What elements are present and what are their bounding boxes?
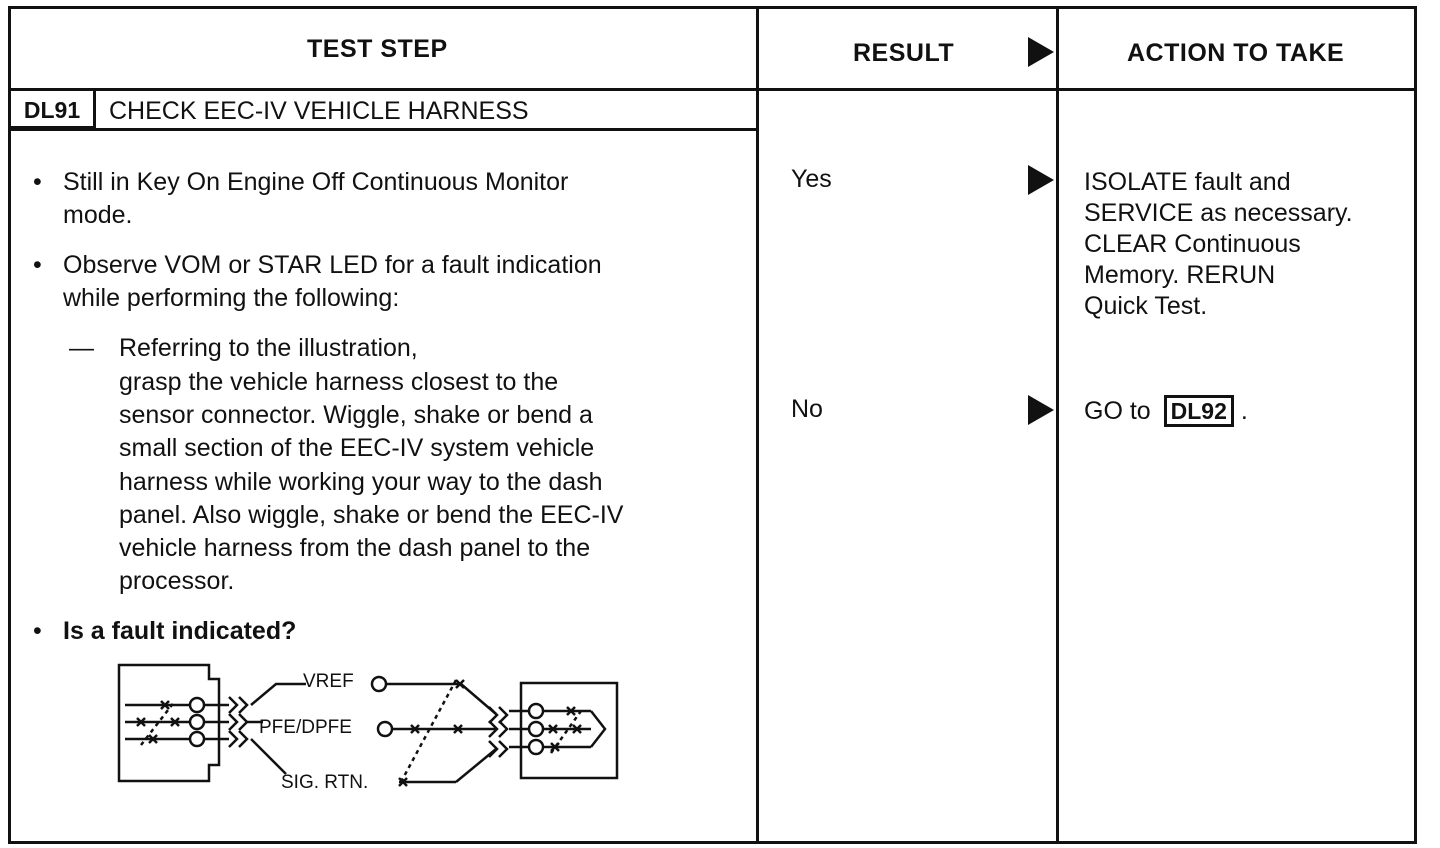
instruction-2-line-1: Observe VOM or STAR LED for a fault indication [63,251,602,279]
result-no: No [791,395,823,423]
bullet-icon: • [33,168,42,196]
column-divider [756,9,759,841]
dash-line: Referring to the illustration, [119,334,418,362]
bullet-icon: • [33,617,42,645]
arrow-right-icon [1028,37,1054,67]
dash-line: vehicle harness from the dash panel to the [119,534,591,562]
header-test-step: TEST STEP [307,35,448,63]
arrow-right-icon [1028,395,1054,425]
dash-line: processor. [119,567,235,595]
instruction-1-line-2: mode. [63,201,133,229]
test-step-table [8,6,1417,844]
dash-line: sensor connector. Wiggle, shake or bend a [119,401,593,429]
step-title: CHECK EEC-IV VEHICLE HARNESS [109,97,529,125]
instruction-1-line-1: Still in Key On Engine Off Continuous Monitor [63,168,569,196]
bullet-icon: • [33,251,42,279]
instruction-2-line-2: while performing the following: [63,284,400,312]
question: Is a fault indicated? [63,617,297,645]
header-action: ACTION TO TAKE [1127,39,1345,67]
header-rule [11,88,1414,91]
action-yes-line: CLEAR Continuous [1084,230,1301,258]
column-divider [1056,9,1059,841]
dash-line: panel. Also wiggle, shake or bend the EEC-IV [119,501,624,529]
dash-icon: — [69,334,94,362]
result-yes: Yes [791,165,832,193]
header-result: RESULT [853,39,955,67]
action-no [1084,395,1248,428]
action-yes-line: ISOLATE fault and [1084,168,1291,196]
action-no-suffix: . [1240,397,1248,425]
step-id: DL91 [11,91,96,129]
dash-line: grasp the vehicle harness closest to the [119,368,559,396]
action-yes-line: Memory. RERUN [1084,261,1276,289]
label-sig-rtn: SIG. RTN. [281,772,369,793]
label-vref: VREF [303,671,354,692]
action-no-prefix: GO to [1084,397,1151,425]
dash-line: harness while working your way to the dash [119,468,603,496]
step-reference-dl92[interactable]: DL92 [1164,395,1234,427]
action-yes-line: SERVICE as necessary. [1084,199,1353,227]
label-pfe-dpfe: PFE/DPFE [259,717,352,738]
arrow-right-icon [1028,165,1054,195]
dash-line: small section of the EEC-IV system vehicle [119,434,595,462]
action-yes-line: Quick Test. [1084,292,1208,320]
